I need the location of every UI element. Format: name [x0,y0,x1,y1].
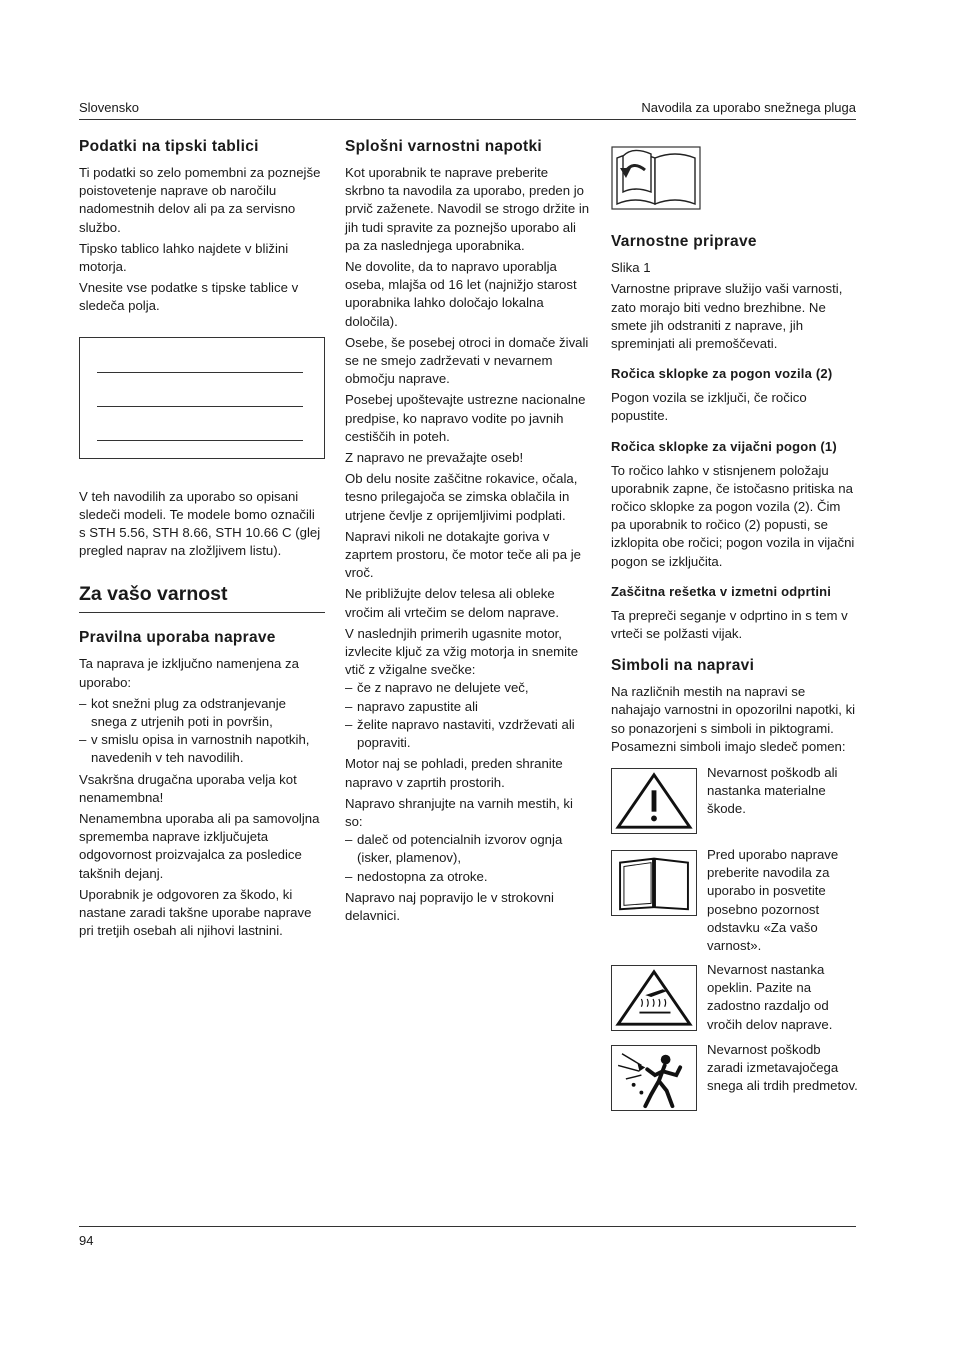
list-item: – če z napravo ne delujete več, [345,679,591,697]
symbol-description: Nevarnost poškodb zaradi izmetavajočega snega ali trdih predmetov. [707,1042,858,1094]
heading-auger-clutch-lever: Ročica sklopke za vijačni pogon (1) [611,438,837,454]
heading-protective-grid: Zaščitna rešetka v izmetni odprtini [611,583,832,599]
hot-surface-icon [611,965,697,1031]
open-manual-icon [611,850,697,916]
paragraph: Posebej upoštevajte ustrezne nacionalne predpise, ko napravo vodite po javnih cestiščih in poteh. [345,392,586,444]
book-page-turn-icon [611,146,701,210]
motor-off-list [345,679,591,752]
header-rule [79,119,856,120]
symbol-description: Nevarnost nastanka opeklin. Pazite na zadostno razdaljo od vročih delov naprave. [707,962,833,1032]
figure-reference: Slika 1 [611,260,651,276]
entry-line [97,372,303,373]
warning-triangle-icon [611,768,697,834]
heading-symbols: Simboli na napravi [611,657,755,675]
heading-for-your-safety: Za vašo varnost [79,583,228,606]
symbol-entry [611,765,857,838]
symbol-entry [611,1042,858,1115]
paragraph: To ročico lahko v stisnjenem položaju uporabnik zapne, če istočasno pritiska na ročico sklopke za pogon vozila (2). Čim pa uporabnik to ročico (2) popusti, se izklopita obe ročici; pogon vozila in vijačni pogon se izključita. [611,462,855,569]
header-language: Slovensko [79,100,139,115]
list-item: – v smislu opisa in varnostnih napotkih, navedenih v teh navodilih. [79,731,325,767]
paragraph: Vnesite vse podatke s tipske tablice v sledeča polja. [79,280,299,314]
entry-line [97,440,303,441]
paragraph: Ne dovolite, da to napravo uporablja oseba, mlajša od 16 let (najnižjo starost uporabnika lahko določajo lokalna določila). [345,259,577,329]
paragraph: Kot uporabnik te naprave preberite skrbno ta navodila za uporabo, preden jo prvič zaženete. Navodil se strogo držite in jih tudi spravite za poznejšo uporabo ali pa za naslednjega uporabnika. [345,165,590,253]
paragraph-models: V teh navodilih za uporabo so opisani sledeči modeli. Te modele bomo označili s STH 5.56, STH 8.66, STH 10.66 C (glej pregled naprav na zložljivem listu). [79,488,321,559]
use-list [79,695,325,768]
page-number: 94 [79,1233,94,1248]
paragraph: Napravi nikoli ne dotakajte goriva v zaprtem prostoru, če motor teče ali pa je vroč. [345,528,582,581]
list-item: – nedostopna za otroke. [345,868,591,886]
paragraph: Motor naj se pohladi, preden shranite napravo v zaprtih prostorih. [345,756,563,790]
paragraph: Tipsko tablico lahko najdete v bližini motorja. [79,240,289,275]
paragraph: Na različnih mestih na napravi se nahajajo varnostni in opozorilni napotki, ki so ponazorjeni s simboli in piktogrami. Posamezni simboli imajo sledeč pomen: [611,684,856,754]
symbol-entry [611,847,857,954]
paragraph: Ob delu nosite zaščitne rokavice, očala, tesno prilegajoča se zimska oblačila in utrjene čevlje z oprijemljivimi podplati. [345,471,578,523]
list-item: – kot snežni plug za odstranjevanje snega z utrjenih poti in površin, [79,695,325,731]
footer-rule [79,1226,856,1227]
entry-line [97,406,303,407]
column-3 [611,136,857,1125]
storage-list [345,831,591,886]
list-item: – napravo zapustite ali [345,698,591,716]
symbol-description: Nevarnost poškodb ali nastanka materialne škode. [707,765,838,817]
heading-type-plate: Podatki na tipski tablici [79,138,259,155]
paragraph: Ti podatki so zelo pomembni za poznejše poistovetenje naprave ob naročilu nadomestnih delov ali pa za servisno službo. [79,165,321,235]
thrown-objects-icon [611,1045,697,1111]
heading-drive-clutch-lever: Ročica sklopke za pogon vozila (2) [611,366,833,382]
paragraph: Ne približujte delov telesa ali obleke vročim ali vrtečim se delom naprave. [345,586,560,620]
heading-safety-devices: Varnostne priprave [611,233,757,251]
heading-rule [79,612,325,613]
paragraph: Z napravo ne prevažajte oseb! [345,450,524,466]
paragraph: Napravo naj popravijo le v strokovni delavnici. [345,889,554,923]
symbol-entry [611,962,857,1035]
paragraph: Uporabnik je odgovoren za škodo, ki nastane zaradi takšne uporabe naprave pri tretjih osebah ali njihovi lastnini. [79,886,312,939]
paragraph: Varnostne priprave služijo vaši varnosti, zato morajo biti vedno brezhibne. Ne smete jih odstraniti z naprave, jih spreminjati ali premoščevati. [611,281,843,352]
list-item: – želite napravo nastaviti, vzdrževati ali popraviti. [345,716,591,752]
column-1 [79,136,325,943]
paragraph: V naslednjih primerih ugasnite motor, izvlecite ključ za vžig motorja in snemite vtič z vžigalne svečke: [345,625,579,678]
paragraph: Vsakršna drugačna uporaba velja kot nenamembna! [79,771,297,805]
paragraph: Ta prepreči seganje v odprtino in s tem v vrteči se polžasti vijak. [611,607,848,642]
paragraph: Ta naprava je izključno namenjena za uporabo: [79,656,299,690]
type-plate-entry-box [79,337,325,459]
list-item: – daleč od potencialnih izvorov ognja (isker, plamenov), [345,831,591,867]
heading-general-safety: Splošni varnostni napotki [345,138,542,155]
column-2 [345,136,591,928]
heading-proper-use: Pravilna uporaba naprave [79,629,276,647]
paragraph: Nenamembna uporaba ali pa samovoljna sprememba naprave izključujeta odgovornost proizvajalca za posledice takšnih dejanj. [79,811,320,881]
symbol-description: Pred uporabo naprave preberite navodila za uporabo in posvetite posebno pozornost odstavku «Za vašo varnost». [707,847,839,954]
paragraph: Napravo shranjujte na varnih mestih, ki so: [345,795,573,829]
header-manual-title: Navodila za uporabo snežnega pluga [641,100,856,115]
paragraph: Pogon vozila se izključi, če ročico popustite. [611,390,807,424]
paragraph: Osebe, še posebej otroci in domače živali se ne smejo zadrževati v nevarnem območju naprave. [345,334,589,387]
